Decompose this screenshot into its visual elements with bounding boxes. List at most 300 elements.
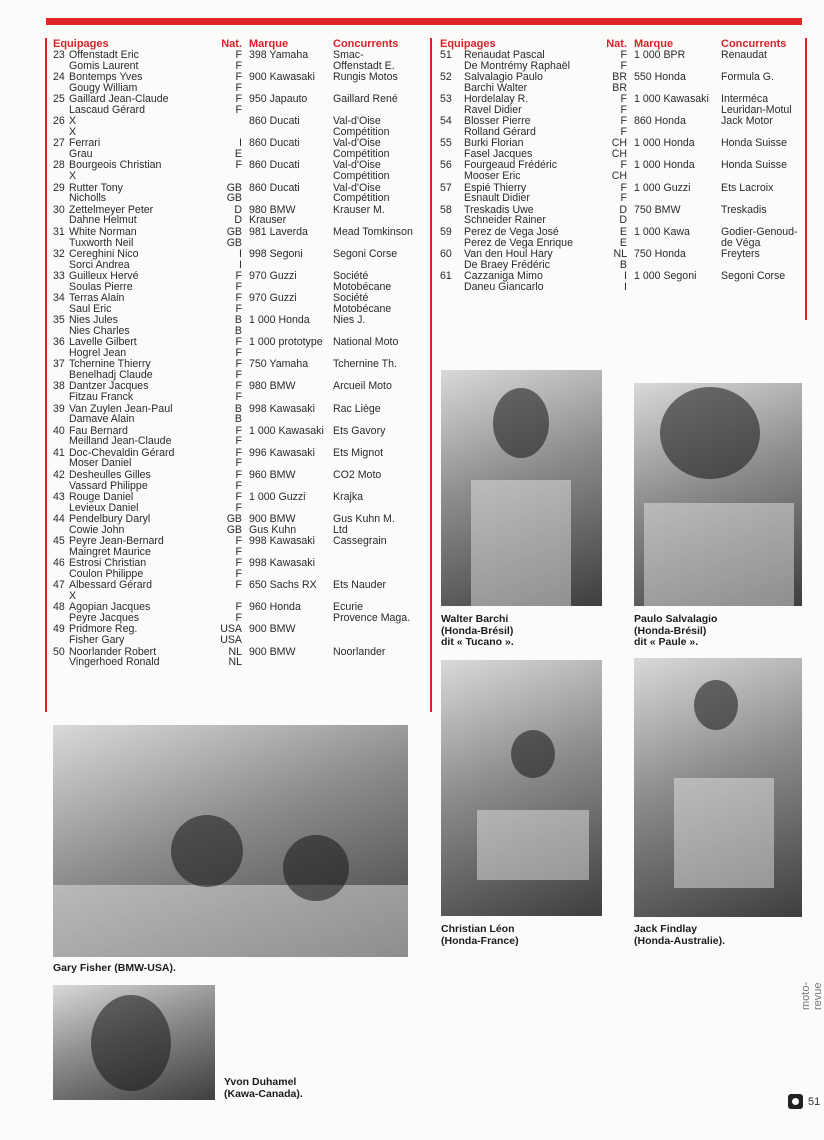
crew-names (69, 293, 216, 315)
entrant-line: Interméca (721, 93, 769, 106)
header-nat: Nat. (221, 38, 242, 51)
nationality-line: I (239, 247, 242, 260)
entrant-line: Motobécane (333, 280, 392, 293)
nationality-line: D (234, 214, 242, 227)
crew-names-line: Van Zuylen Jean-Paul (69, 402, 173, 415)
nationality (216, 492, 242, 514)
entry-number: 40 (53, 424, 65, 437)
entry-number: 36 (53, 336, 65, 349)
crew-names (464, 72, 599, 94)
entrant-line: Ets Nauder (333, 579, 386, 592)
nationality (216, 381, 242, 403)
crew-names-line: Fau Bernard (69, 424, 128, 437)
entry-number: 24 (53, 71, 65, 84)
center-rule (430, 38, 432, 712)
entrant-line: Gus Kuhn M. (333, 512, 395, 525)
entrant-line: Smac- (333, 49, 364, 61)
photo-christian-leon (441, 660, 602, 916)
crew-names-line: Burki Florian (464, 137, 524, 150)
motorcycle-make-line: 1 000 Kawasaki (249, 424, 324, 437)
motorcycle-make-line: Gus Kuhn (249, 523, 297, 536)
motorcycle-make-line: 550 Honda (634, 71, 686, 84)
nationality-line: B (234, 413, 242, 426)
motorcycle-make (246, 602, 333, 624)
nationality-line: F (235, 81, 242, 94)
crew-names (69, 160, 216, 182)
crew-names-line: Saul Eric (69, 302, 112, 315)
nationality-line: F (620, 192, 627, 205)
table-row (440, 183, 812, 205)
crew-names-line: Hordelalay R. (464, 93, 529, 106)
nationality-line: GB (226, 192, 242, 205)
motorcycle-make (631, 116, 721, 138)
nationality-line: E (619, 225, 627, 238)
crew-names-line: Tchernine Thierry (69, 358, 151, 371)
crew-names-line: Treskadis Uwe (464, 203, 534, 216)
crew-names-line: Lavelle Gilbert (69, 336, 137, 349)
nationality-line: B (234, 324, 242, 337)
table-row (53, 249, 427, 271)
nationality-line: F (235, 601, 242, 614)
nationality-line: F (235, 71, 242, 84)
motorcycle-make-line: 1 000 prototype (249, 336, 323, 349)
entrant (333, 160, 427, 182)
nationality (216, 426, 242, 448)
nationality (216, 271, 242, 293)
motorcycle-make (631, 138, 721, 160)
motorcycle-make-line: 860 Ducati (249, 115, 300, 128)
motorcycle-make (246, 94, 333, 116)
header-marque: Marque (634, 38, 674, 51)
entrant-line: Cassegrain (333, 535, 387, 548)
motorcycle-make-line: Krauser (249, 214, 287, 227)
nationality-line: USA (220, 634, 242, 647)
entrant (333, 227, 427, 249)
motorcycle-make-line: 860 Ducati (249, 137, 300, 150)
nationality-line: F (620, 115, 627, 128)
table-row (440, 227, 812, 249)
motorcycle-make-line: 981 Laverda (249, 225, 308, 238)
entrant-line: Rungis Motos (333, 71, 398, 84)
crew-names-line: Zettelmeyer Peter (69, 203, 154, 216)
nationality (216, 138, 242, 160)
table-row (440, 72, 812, 94)
photo-gary-fisher (53, 725, 408, 957)
crew-names-line: Dahne Helmut (69, 214, 137, 227)
table-row (53, 470, 427, 492)
entrant (333, 50, 427, 72)
crew-names-line: Esnault Didier (464, 192, 530, 205)
nationality-line: F (235, 280, 242, 293)
crew-names-line: Tuxworth Neil (69, 236, 134, 249)
entrant (721, 72, 809, 94)
nationality (216, 647, 242, 669)
nationality-line: NL (228, 645, 242, 658)
crew-names-line: Peyre Jacques (69, 612, 140, 625)
crew-names-line: Fisher Gary (69, 634, 125, 647)
nationality-line: BR (612, 71, 627, 84)
entrant-line: Société (333, 269, 369, 282)
nationality-line: F (235, 380, 242, 393)
entrant-line: Godier-Genoud- (721, 225, 798, 238)
crew-names-line: Noorlander Robert (69, 645, 157, 658)
motorcycle-make (246, 404, 333, 426)
entry-number: 43 (53, 490, 65, 503)
crew-names-line: Coulon Philippe (69, 567, 144, 580)
motorcycle-make-line: 1 000 Kawa (634, 225, 690, 238)
nationality (216, 602, 242, 624)
crew-names-line: Perez de Vega José (464, 225, 559, 238)
nationality-line: F (620, 181, 627, 194)
table-row (53, 426, 427, 448)
entry-number: 32 (53, 247, 65, 260)
nationality-line: F (235, 336, 242, 349)
crew-names-line: Rutter Tony (69, 181, 123, 194)
entrant-line: Val-d'Oise (333, 159, 381, 172)
entrant-line: Compétition (333, 170, 390, 183)
entrant (333, 94, 427, 116)
crew-names-line: Salvalagio Paulo (464, 71, 543, 84)
table-row (53, 404, 427, 426)
motorcycle-make-line: 900 BMW (249, 623, 296, 636)
entrant-line: Jack Motor (721, 115, 773, 128)
caption-jack-findlay: Jack Findlay (Honda-Australie). (634, 923, 726, 947)
entrant (333, 404, 427, 426)
nationality-line: D (619, 214, 627, 227)
entrant-line: Compétition (333, 148, 390, 161)
motorcycle-make (631, 249, 721, 271)
nationality (216, 72, 242, 94)
crew-names (464, 116, 599, 138)
motorcycle-make-line: 950 Japauto (249, 93, 308, 106)
nationality-line: F (235, 347, 242, 360)
nationality (599, 94, 627, 116)
nationality (216, 448, 242, 470)
nationality (216, 160, 242, 182)
entrant-line: Segoni Corse (333, 247, 398, 260)
entrant-line: Noorlander (333, 645, 386, 658)
motorcycle-make (246, 271, 333, 293)
entrant-line: CO2 Moto (333, 468, 382, 481)
motorcycle-make-line: 998 Kawasaki (249, 402, 315, 415)
entrant (721, 50, 809, 72)
crew-names-line: Barchi Walter (464, 81, 528, 94)
table-row (53, 381, 427, 403)
entrant-line: Ltd (333, 523, 348, 536)
crew-names (69, 116, 216, 138)
entry-number: 47 (53, 579, 65, 592)
table-row (53, 647, 427, 669)
entry-number: 49 (53, 623, 65, 636)
nationality (216, 94, 242, 116)
nationality (599, 249, 627, 271)
nationality-line: GB (226, 523, 242, 536)
nationality-line: NL (228, 656, 242, 669)
motorcycle-make-line: 860 Honda (634, 115, 686, 128)
nationality-line: F (620, 159, 627, 172)
crew-names-line: Grau (69, 148, 93, 161)
nationality-line: F (235, 369, 242, 382)
header-concurrents: Concurrents (721, 38, 787, 51)
entrant-line: de Véga (721, 236, 761, 249)
entry-number: 59 (440, 225, 452, 238)
crew-names (69, 227, 216, 249)
motorcycle-make (246, 492, 333, 514)
nationality-line: F (235, 535, 242, 548)
motorcycle-make (631, 94, 721, 116)
motorcycle-make (246, 381, 333, 403)
crew-names-line: Damave Alain (69, 413, 135, 426)
motorcycle-make (631, 160, 721, 182)
motorcycle-make (246, 138, 333, 160)
entry-number: 55 (440, 137, 452, 150)
nationality-line: F (235, 424, 242, 437)
motorcycle-make (631, 72, 721, 94)
crew-names (69, 602, 216, 624)
entrant-line: Ets Mignot (333, 446, 384, 459)
crew-names-line: Nies Charles (69, 324, 130, 337)
entrant (333, 558, 427, 580)
motorcycle-make (246, 72, 333, 94)
crew-names-line: Guilleux Hervé (69, 269, 139, 282)
crew-names-line: Fitzau Franck (69, 391, 134, 404)
nationality (216, 580, 242, 602)
nationality (216, 558, 242, 580)
crew-names (69, 337, 216, 359)
entrant-line: Val-d'Oise (333, 137, 381, 150)
entry-number: 56 (440, 159, 452, 172)
entrant (333, 470, 427, 492)
photo-walter-barchi (441, 370, 602, 606)
nationality-line: F (235, 457, 242, 470)
crew-names (69, 72, 216, 94)
entries-table-right (440, 36, 812, 293)
motorcycle-make-line: 960 Honda (249, 601, 301, 614)
nationality-line: B (619, 258, 627, 271)
motorcycle-make-line: 1 000 BPR (634, 49, 686, 61)
motorcycle-make-line: 398 Yamaha (249, 49, 309, 61)
table-row (440, 205, 812, 227)
entrant-line: Honda Suisse (721, 137, 787, 150)
nationality (599, 72, 627, 94)
crew-names (464, 249, 599, 271)
entry-number: 51 (440, 49, 452, 61)
table-row (53, 558, 427, 580)
table-header (440, 36, 812, 50)
motorcycle-make (246, 227, 333, 249)
table-row (53, 602, 427, 624)
motorcycle-make-line: 1 000 Guzzi (249, 490, 306, 503)
crew-names (69, 647, 216, 669)
crew-names (69, 50, 216, 72)
entry-number: 38 (53, 380, 65, 393)
crew-names-line: Espié Thierry (464, 181, 527, 194)
nationality-line: F (620, 126, 627, 139)
entry-number: 31 (53, 225, 65, 238)
table-body (53, 50, 427, 668)
nationality-line: F (235, 567, 242, 580)
nationality-line: I (624, 269, 627, 282)
entrant-line: Val-d'Oise (333, 115, 381, 128)
entry-number: 33 (53, 269, 65, 282)
motorcycle-make (246, 470, 333, 492)
entry-number: 25 (53, 93, 65, 106)
crew-names (464, 138, 599, 160)
crew-names-line: White Norman (69, 225, 137, 238)
nationality (216, 249, 242, 271)
header-concurrents: Concurrents (333, 38, 399, 51)
motorcycle-make (246, 536, 333, 558)
crew-names-line: Ferrari (69, 137, 101, 150)
nationality-line: D (234, 203, 242, 216)
nationality-line: F (235, 49, 242, 61)
entry-number: 39 (53, 402, 65, 415)
nationality-line: F (235, 446, 242, 459)
motorcycle-make-line: 960 BMW (249, 468, 296, 481)
entrant (721, 138, 809, 160)
entrant-line: Mead Tomkinson (333, 225, 413, 238)
entrant (333, 271, 427, 293)
crew-names (464, 94, 599, 116)
entrant-line: Ecurie (333, 601, 364, 614)
crew-names (69, 249, 216, 271)
entrant (333, 514, 427, 536)
crew-names (69, 404, 216, 426)
entrant-line: Ets Gavory (333, 424, 386, 437)
caption-paulo-salvalagio: Paulo Salvalagio (Honda-Brésil) dit « Paule ». (634, 613, 718, 648)
motorcycle-make (246, 558, 333, 580)
motorcycle-make (246, 205, 333, 227)
nationality-line: CH (611, 148, 627, 161)
entrant-line: Formula G. (721, 71, 774, 84)
entrant-line: Treskadis (721, 203, 767, 216)
nationality (216, 205, 242, 227)
entrant-line: Rac Liège (333, 402, 381, 415)
crew-names-line: De Montrémy Raphaël (464, 59, 570, 72)
entry-number: 50 (53, 645, 65, 658)
nationality-line: D (619, 203, 627, 216)
crew-names (69, 536, 216, 558)
nationality (216, 470, 242, 492)
entrant-line: Segoni Corse (721, 269, 786, 282)
entrant-line: Offenstadt E. (333, 59, 395, 72)
entrant-line: National Moto (333, 336, 399, 349)
entrant (333, 426, 427, 448)
table-row (53, 116, 427, 138)
nationality-line: F (235, 557, 242, 570)
entrant-line: Motobécane (333, 302, 392, 315)
entrant (333, 448, 427, 470)
motorcycle-make (631, 271, 721, 293)
entry-number: 35 (53, 314, 65, 327)
motorcycle-make-line: 650 Sachs RX (249, 579, 317, 592)
table-row (53, 160, 427, 182)
crew-names-line: Sorci Andrea (69, 258, 130, 271)
nationality-line: CH (611, 170, 627, 183)
motorcycle-make (246, 116, 333, 138)
entrant (333, 205, 427, 227)
entrant-line: Nies J. (333, 314, 366, 327)
nationality-line: B (234, 314, 242, 327)
motorcycle-make (631, 205, 721, 227)
entry-number: 52 (440, 71, 452, 84)
crew-names (69, 558, 216, 580)
nationality-line: I (624, 280, 627, 293)
nationality-line: F (235, 468, 242, 481)
entrant-line: Arcueil Moto (333, 380, 392, 393)
motorcycle-make-line: 860 Ducati (249, 159, 300, 172)
nationality (599, 138, 627, 160)
entrant-line: Krajka (333, 490, 364, 503)
crew-names-line: Rouge Daniel (69, 490, 134, 503)
table-row (53, 227, 427, 249)
nationality (216, 116, 242, 138)
motorcycle-make-line: 998 Segoni (249, 247, 303, 260)
motorcycle-make (246, 359, 333, 381)
photo-paulo-salvalagio (634, 383, 802, 606)
crew-names (69, 183, 216, 205)
crew-names (464, 160, 599, 182)
table-row (440, 271, 812, 293)
nationality (599, 50, 627, 72)
table-row (53, 624, 427, 646)
motorcycle-make-line: 750 BMW (634, 203, 681, 216)
crew-names-line: Doc-Chevaldin Gérard (69, 446, 175, 459)
caption-walter-barchi: Walter Barchi (Honda-Brésil) dit « Tucano ». (441, 613, 514, 648)
motorcycle-make-line: 1 000 Honda (249, 314, 310, 327)
header-marque: Marque (249, 38, 289, 51)
nationality-line: CH (611, 137, 627, 150)
entrant (333, 536, 427, 558)
nationality-line: GB (226, 225, 242, 238)
nationality (599, 271, 627, 293)
nationality (216, 227, 242, 249)
nationality-line: USA (220, 623, 242, 636)
motorcycle-make (246, 337, 333, 359)
nationality-line: BR (612, 81, 627, 94)
crew-names (69, 271, 216, 293)
crew-names-line: Daneu Giancarlo (464, 280, 544, 293)
table-row (53, 183, 427, 205)
nationality-line: F (235, 545, 242, 558)
motorcycle-make-line: 1 000 Honda (634, 159, 695, 172)
entrant-line: Tchernine Th. (333, 358, 397, 371)
entrant (333, 72, 427, 94)
motorcycle-make (246, 647, 333, 669)
crew-names-line: Benelhadj Claude (69, 369, 153, 382)
entry-number: 34 (53, 292, 65, 305)
entrant (721, 205, 809, 227)
entrant (721, 249, 809, 271)
crew-names-line: Cowie John (69, 523, 125, 536)
crew-names-line: Maingret Maurice (69, 545, 151, 558)
motorcycle-make (631, 183, 721, 205)
crew-names (69, 94, 216, 116)
entrant (333, 293, 427, 315)
entrant-line: Ets Lacroix (721, 181, 774, 194)
motorcycle-make-line: 900 BMW (249, 645, 296, 658)
entrant (721, 227, 809, 249)
nationality-line: F (235, 93, 242, 106)
crew-names-line: De Braey Frédéric (464, 258, 550, 271)
entrant-line: Renaudat (721, 49, 767, 61)
crew-names-line: Pridmore Reg. (69, 623, 138, 636)
nationality (599, 205, 627, 227)
crew-names (69, 205, 216, 227)
motorcycle-make (246, 624, 333, 646)
table-row (53, 205, 427, 227)
entry-number: 61 (440, 269, 452, 282)
